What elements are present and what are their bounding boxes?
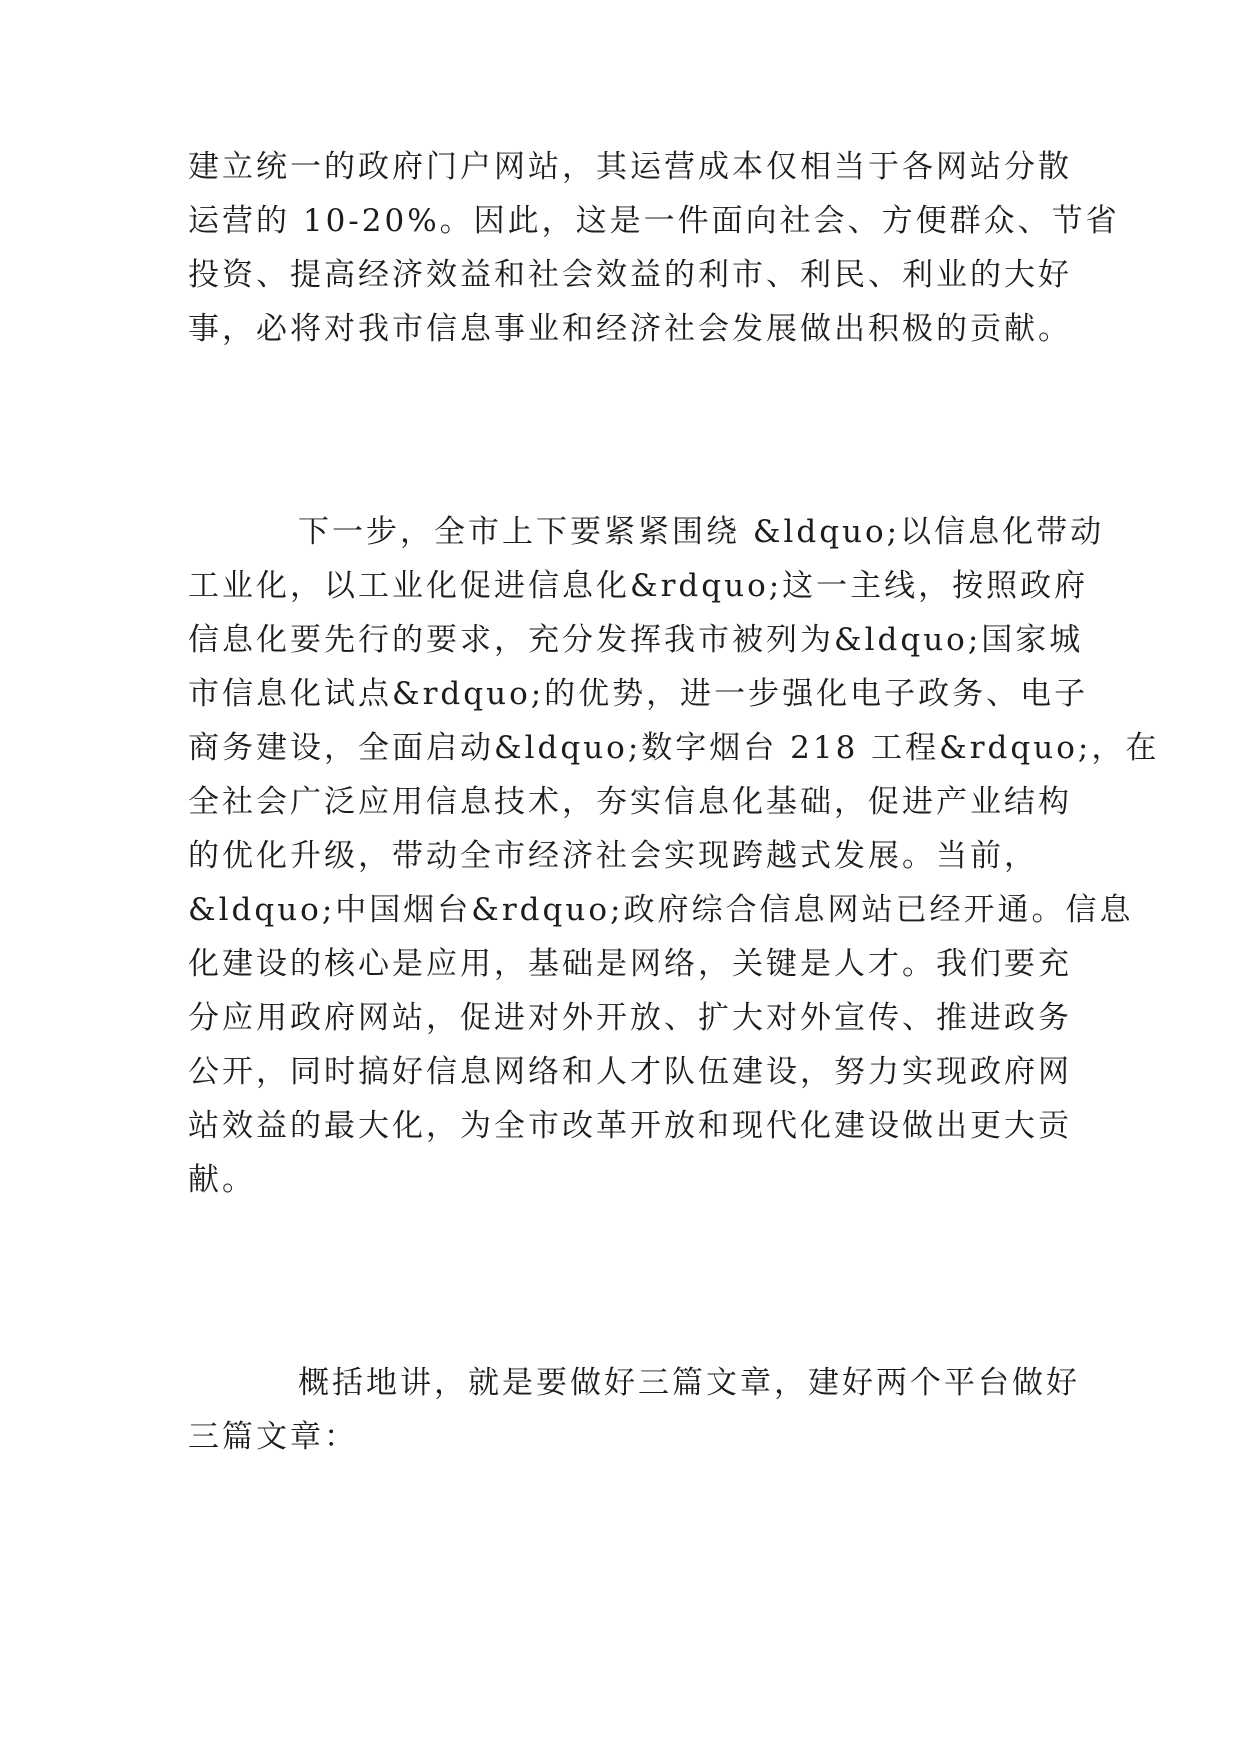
paragraph-line: 全社会广泛应用信息技术，夯实信息化基础，促进产业结构 — [188, 784, 1072, 820]
paragraph-line: 工业化，以工业化促进信息化&rdquo;这一主线，按照政府 — [188, 568, 1089, 604]
paragraph-line: 的优化升级，带动全市经济社会实现跨越式发展。当前， — [188, 838, 1038, 874]
paragraph-line: 事，必将对我市信息事业和经济社会发展做出积极的贡献。 — [188, 311, 1072, 347]
paragraph-line: 分应用政府网站，促进对外开放、扩大对外宣传、推进政务 — [188, 1000, 1072, 1036]
paragraph-line: 运营的 10-20%。因此，这是一件面向社会、方便群众、节省 — [188, 203, 1120, 239]
paragraph-line: &ldquo;中国烟台&rdquo;政府综合信息网站已经开通。信息 — [188, 892, 1134, 928]
paragraph-line: 市信息化试点&rdquo;的优势，进一步强化电子政务、电子 — [188, 676, 1089, 712]
paragraph-line: 建立统一的政府门户网站，其运营成本仅相当于各网站分散 — [188, 149, 1072, 185]
paragraph-line: 投资、提高经济效益和社会效益的利市、利民、利业的大好 — [188, 257, 1072, 293]
paragraph-line: 公开，同时搞好信息网络和人才队伍建设，努力实现政府网 — [188, 1054, 1072, 1090]
paragraph-line: 站效益的最大化，为全市改革开放和现代化建设做出更大贡 — [188, 1108, 1072, 1144]
paragraph-line: 三篇文章： — [188, 1419, 358, 1455]
paragraph-line: 信息化要先行的要求，充分发挥我市被列为&ldquo;国家城 — [188, 622, 1084, 658]
paragraph-line: 商务建设，全面启动&ldquo;数字烟台 218 工程&rdquo;，在 — [188, 730, 1160, 766]
paragraph-line: 概括地讲，就是要做好三篇文章，建好两个平台做好 — [298, 1365, 1080, 1401]
paragraph-line: 下一步，全市上下要紧紧围绕 &ldquo;以信息化带动 — [298, 514, 1105, 550]
paragraph-line: 献。 — [188, 1162, 256, 1198]
paragraph-line: 化建设的核心是应用，基础是网络，关键是人才。我们要充 — [188, 946, 1072, 982]
